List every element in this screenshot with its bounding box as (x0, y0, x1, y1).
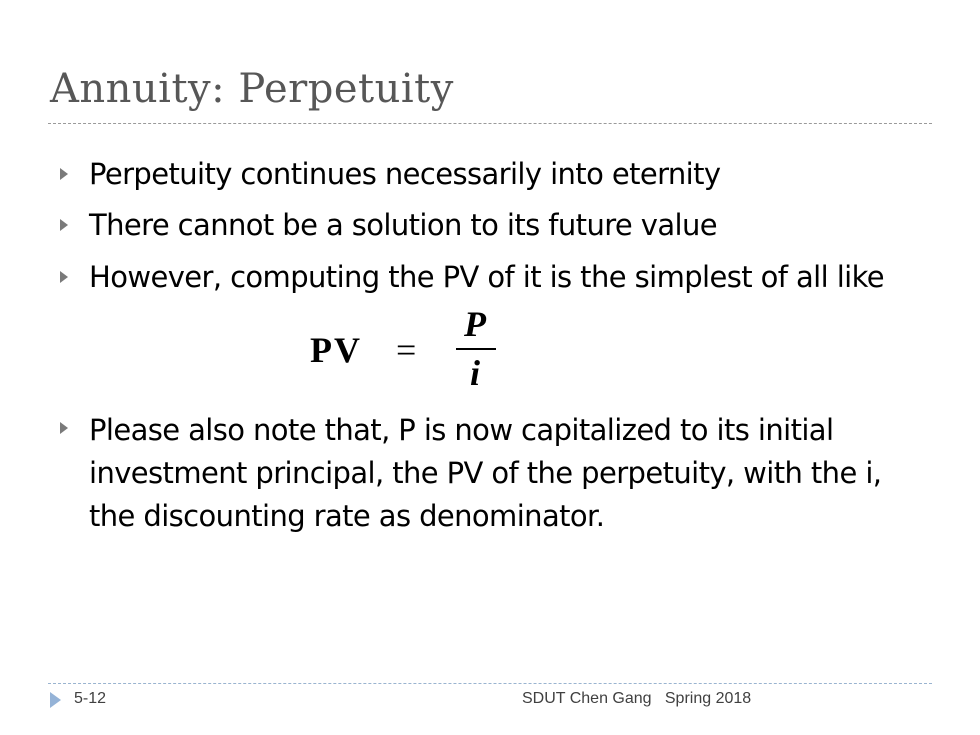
footer-arrow-icon (50, 692, 61, 708)
fraction-bar (456, 348, 496, 350)
bullet-arrow-icon (60, 168, 68, 180)
formula-lhs: PV (310, 330, 362, 370)
page-number: 5-12 (74, 690, 107, 707)
bullet-arrow-icon (60, 422, 68, 434)
bullet-text: Perpetuity continues necessarily into eternity (89, 157, 721, 191)
formula-numerator: P (464, 304, 486, 344)
formula-denominator: i (469, 353, 480, 393)
footer-text: SDUT Chen Gang Spring 2018 (522, 690, 752, 707)
bullet-arrow-icon (60, 271, 68, 283)
bullet-text: There cannot be a solution to its future value (89, 208, 717, 242)
formula-equals: = (396, 330, 417, 370)
bullet-text: However, computing the PV of it is the simplest of all like (89, 260, 885, 294)
footer-divider (48, 683, 932, 684)
title-divider (48, 123, 932, 124)
bullet-arrow-icon (60, 219, 68, 231)
pv-formula (310, 300, 550, 395)
bullet-text: Please also note that, P is now capitalized to its initial investment principal, the PV of the perpetuity, with the i, the discounting rate as denominator. (89, 413, 882, 533)
slide-title: Annuity: Perpetuity (50, 66, 454, 112)
